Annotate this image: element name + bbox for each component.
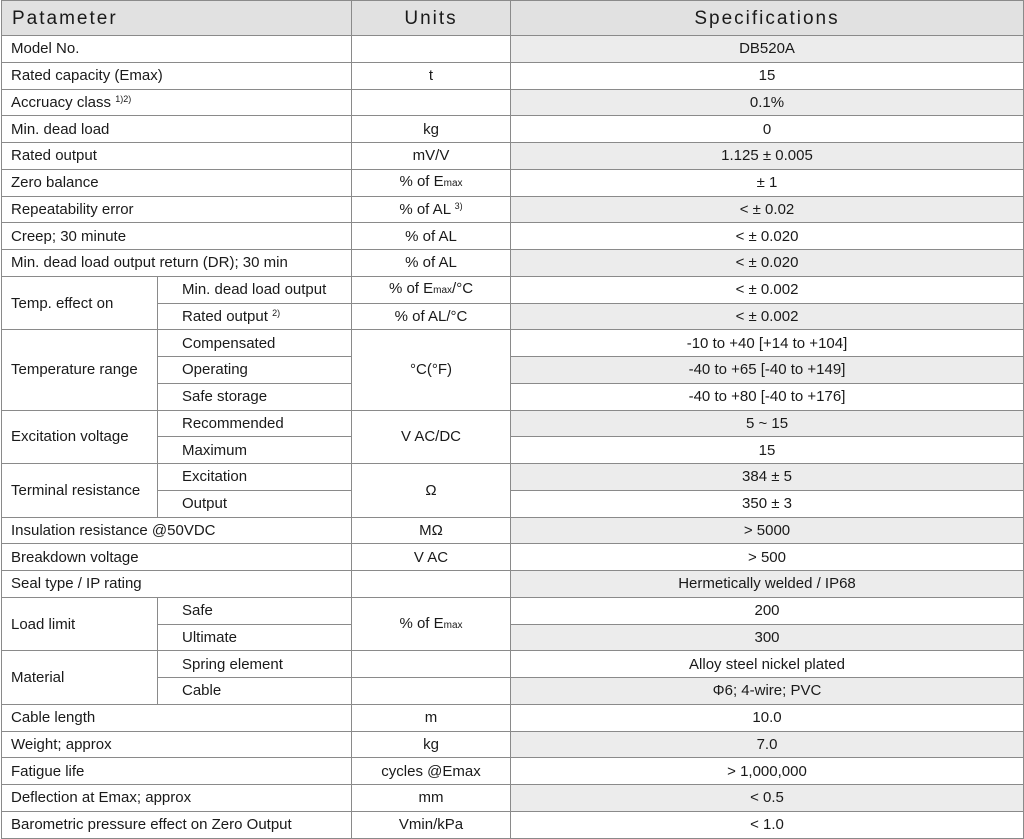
units-text: % of AL	[399, 200, 451, 218]
spec-value: 7.0	[511, 731, 1024, 758]
spec-value: 200	[511, 597, 1024, 624]
spec-value: < ± 0.02	[511, 196, 1024, 223]
table-row	[2, 517, 1024, 544]
units-cell: Ω	[352, 464, 511, 518]
units-cell	[352, 571, 511, 598]
units-cell: V AC/DC	[352, 410, 511, 464]
spec-value: -40 to +80 [-40 to +176]	[511, 383, 1024, 410]
table-row	[2, 62, 1024, 89]
units-cell: cycles @Emax	[352, 758, 511, 785]
param-sublabel: Excitation	[158, 464, 352, 491]
units-cell	[352, 89, 511, 116]
units-text: % of E	[399, 173, 444, 191]
spec-value: < 0.5	[511, 785, 1024, 812]
header-parameter: Patameter	[2, 1, 352, 36]
units-cell: mm	[352, 785, 511, 812]
spec-value: < ± 0.002	[511, 303, 1024, 330]
table-row	[2, 651, 1024, 678]
spec-value: -40 to +65 [-40 to +149]	[511, 357, 1024, 384]
param-sublabel: Recommended	[158, 410, 352, 437]
param-group-label: Terminal resistance	[2, 464, 158, 518]
param-sublabel: Compensated	[158, 330, 352, 357]
spec-value: < ± 0.020	[511, 250, 1024, 277]
param-group-label: Material	[2, 651, 158, 705]
units-cell: MΩ	[352, 517, 511, 544]
param-label: Weight; approx	[2, 731, 352, 758]
units-cell: m	[352, 704, 511, 731]
spec-value: < 1.0	[511, 811, 1024, 838]
param-sublabel: Output	[158, 490, 352, 517]
units-cell: °C(°F)	[352, 330, 511, 410]
param-label: Breakdown voltage	[2, 544, 352, 571]
param-sublabel: Min. dead load output	[158, 276, 352, 303]
units-cell: % of AL	[352, 250, 511, 277]
spec-value: ± 1	[511, 169, 1024, 196]
units-cell	[352, 276, 511, 303]
param-sublabel: Safe	[158, 597, 352, 624]
param-sublabel: Spring element	[158, 651, 352, 678]
param-sublabel: Cable	[158, 678, 352, 705]
param-label: Deflection at Emax; approx	[2, 785, 352, 812]
spec-value: 15	[511, 62, 1024, 89]
spec-value: 15	[511, 437, 1024, 464]
units-cell	[352, 36, 511, 63]
spec-value: < ± 0.020	[511, 223, 1024, 250]
param-sublabel: Maximum	[158, 437, 352, 464]
param-sublabel: Operating	[158, 357, 352, 384]
param-label: Zero balance	[2, 169, 352, 196]
param-label: Repeatability error	[2, 196, 352, 223]
spec-value: < ± 0.002	[511, 276, 1024, 303]
param-label: Min. dead load output return (DR); 30 min	[2, 250, 352, 277]
param-label: Rated capacity (Emax)	[2, 62, 352, 89]
units-cell: t	[352, 62, 511, 89]
units-cell: mV/V	[352, 143, 511, 170]
table-row	[2, 143, 1024, 170]
table-row	[2, 597, 1024, 624]
spec-value: 0	[511, 116, 1024, 143]
spec-value: Hermetically welded / IP68	[511, 571, 1024, 598]
units-text: /°C	[452, 280, 474, 298]
table-row	[2, 196, 1024, 223]
table-row	[2, 276, 1024, 303]
spec-value: DB520A	[511, 36, 1024, 63]
table-row	[2, 464, 1024, 491]
param-label: Barometric pressure effect on Zero Output	[2, 811, 352, 838]
table-row	[2, 330, 1024, 357]
spec-value: 384 ± 5	[511, 464, 1024, 491]
units-text: % of E	[399, 614, 444, 632]
param-sublabel: Safe storage	[158, 383, 352, 410]
units-cell	[352, 651, 511, 678]
spec-value: 1.125 ± 0.005	[511, 143, 1024, 170]
header-units: Units	[352, 1, 511, 36]
header-row	[2, 1, 1024, 36]
table-row	[2, 89, 1024, 116]
table-row	[2, 571, 1024, 598]
units-subscript: max	[433, 285, 453, 297]
units-cell: kg	[352, 731, 511, 758]
spec-value: > 500	[511, 544, 1024, 571]
param-label	[2, 89, 352, 116]
table-row	[2, 410, 1024, 437]
spec-value: Alloy steel nickel plated	[511, 651, 1024, 678]
param-sublabel	[158, 303, 352, 330]
param-label: Model No.	[2, 36, 352, 63]
param-label: Insulation resistance @50VDC	[2, 517, 352, 544]
table-row	[2, 169, 1024, 196]
table-row	[2, 785, 1024, 812]
param-sublabel: Ultimate	[158, 624, 352, 651]
param-label: Min. dead load	[2, 116, 352, 143]
param-group-label: Temperature range	[2, 330, 158, 410]
footnote-marker: 3)	[454, 200, 463, 211]
spec-value: 10.0	[511, 704, 1024, 731]
spec-value: 300	[511, 624, 1024, 651]
units-cell: % of AL	[352, 223, 511, 250]
table-row	[2, 223, 1024, 250]
param-label-text: Accruacy class	[11, 93, 112, 111]
param-label: Rated output	[2, 143, 352, 170]
spec-value: > 5000	[511, 517, 1024, 544]
param-label: Fatigue life	[2, 758, 352, 785]
units-cell: % of AL/°C	[352, 303, 511, 330]
param-label: Creep; 30 minute	[2, 223, 352, 250]
spec-value: Φ6; 4-wire; PVC	[511, 678, 1024, 705]
spec-value: -10 to +40 [+14 to +104]	[511, 330, 1024, 357]
units-cell	[352, 597, 511, 651]
units-cell	[352, 196, 511, 223]
footnote-marker: 2)	[272, 307, 281, 318]
spec-value: 350 ± 3	[511, 490, 1024, 517]
param-sublabel-text: Rated output	[182, 307, 268, 325]
param-group-label: Excitation voltage	[2, 410, 158, 464]
table-row	[2, 704, 1024, 731]
spec-value: > 1,000,000	[511, 758, 1024, 785]
param-group-label: Temp. effect on	[2, 276, 158, 330]
param-label: Cable length	[2, 704, 352, 731]
units-cell	[352, 678, 511, 705]
header-specifications: Specifications	[511, 1, 1024, 36]
table-row	[2, 36, 1024, 63]
units-subscript: max	[443, 178, 463, 190]
table-row	[2, 116, 1024, 143]
specifications-table	[1, 0, 1024, 839]
table-row	[2, 544, 1024, 571]
units-text: % of E	[388, 280, 434, 298]
table-row	[2, 250, 1024, 277]
units-cell: kg	[352, 116, 511, 143]
table-row	[2, 811, 1024, 838]
spec-value: 5 ~ 15	[511, 410, 1024, 437]
footnote-marker: 1)2)	[115, 93, 132, 104]
param-label: Seal type / IP rating	[2, 571, 352, 598]
units-subscript: max	[443, 619, 463, 631]
units-cell: V AC	[352, 544, 511, 571]
table-row	[2, 758, 1024, 785]
param-group-label: Load limit	[2, 597, 158, 651]
units-cell	[352, 169, 511, 196]
table-row	[2, 731, 1024, 758]
units-cell: Vmin/kPa	[352, 811, 511, 838]
spec-value: 0.1%	[511, 89, 1024, 116]
